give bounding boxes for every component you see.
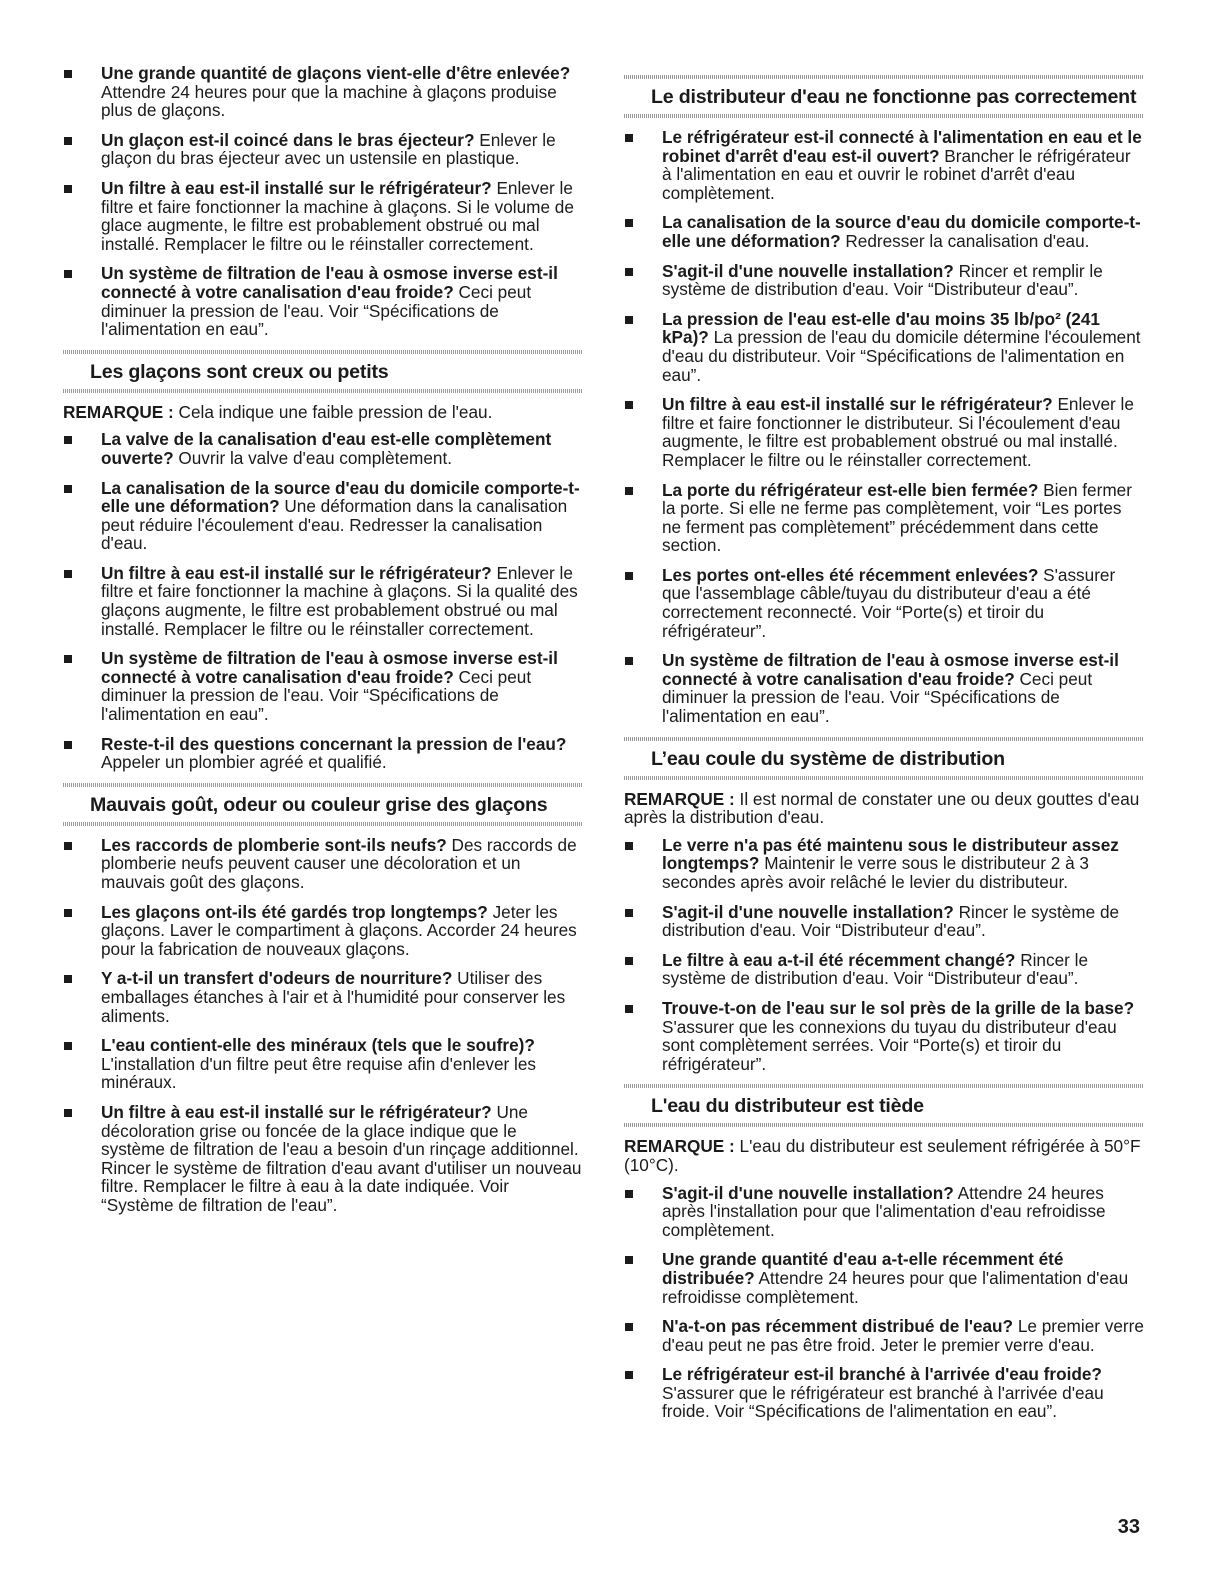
troubleshooting-item <box>63 264 583 338</box>
item-answer: Ceci peut diminuer la pression de l'eau. Voir “Spécifications de l'alimentation en eau”. <box>101 281 532 340</box>
item-question: Un filtre à eau est-il installé sur le réfrigérateur? <box>101 177 492 198</box>
item-question: Un filtre à eau est-il installé sur le réfrigérateur? <box>101 562 492 583</box>
right-column <box>624 64 1144 1432</box>
item-answer: Des raccords de plomberie neufs peuvent causer une décoloration et un mauvais goût des glaçons. <box>101 834 577 892</box>
troubleshooting-item <box>63 564 583 638</box>
troubleshooting-item <box>624 1317 1144 1354</box>
item-answer: Le premier verre d'eau peut ne pas être froid. Jeter le premier verre d'eau. <box>662 1316 1144 1355</box>
troubleshooting-item <box>624 951 1144 988</box>
item-answer: La pression de l'eau du domicile détermine l'écoulement d'eau du distributeur. Voir “Spécifications de l'alimentation en eau”. <box>662 327 1141 385</box>
item-question: Le réfrigérateur est-il branché à l'arrivée d'eau froide? <box>662 1364 1102 1385</box>
section <box>624 1084 1144 1421</box>
section <box>63 350 583 772</box>
item-question: S'agit-il d'une nouvelle installation? <box>662 901 954 922</box>
section-rule-bottom <box>624 776 1144 780</box>
section-rule-bottom <box>63 389 583 393</box>
item-question: Un filtre à eau est-il installé sur le réfrigérateur? <box>101 1101 492 1122</box>
item-question: Trouve-t-on de l'eau sur le sol près de la grille de la base? <box>662 997 1135 1018</box>
troubleshooting-item <box>624 1365 1144 1421</box>
item-question: La canalisation de la source d'eau du domicile comporte-t-elle une déformation? <box>101 477 580 517</box>
item-question: Le verre n'a pas été maintenu sous le distributeur assez longtemps? <box>662 834 1119 874</box>
item-answer: Maintenir le verre sous le distributeur 2 à 3 secondes après avoir relâché le levier du distributeur. <box>662 853 1089 892</box>
remarque-text: Il est normal de constater une ou deux gouttes d'eau après la distribution d'eau. <box>624 788 1140 828</box>
item-answer: L'installation d'un filtre peut être requise afin d'enlever les minéraux. <box>101 1053 537 1093</box>
item-answer: Enlever le filtre et faire fonctionner la machine à glaçons. Si le volume de glace augmente, le filtre est probablement obstrué ou mal installé. Remplacer le filtre ou le réinstaller correctement. <box>101 177 574 254</box>
item-question: Le filtre à eau a-t-il été récemment changé? <box>662 949 1016 970</box>
item-question: Les portes ont-elles été récemment enlevées? <box>662 564 1039 585</box>
item-question: S'agit-il d'une nouvelle installation? <box>662 260 954 281</box>
remarque-label: REMARQUE : <box>63 401 174 422</box>
troubleshooting-item <box>63 479 583 553</box>
troubleshooting-item <box>63 430 583 467</box>
troubleshooting-item <box>63 969 583 1025</box>
section-title: Le distributeur d'eau ne fonctionne pas correctement <box>651 86 1137 108</box>
remarque-note <box>624 1137 1144 1174</box>
item-answer: Enlever le filtre et faire fonctionner le distributeur. Si l'écoulement d'eau augmente, le filtre est probablement obstrué ou mal installé. Remplacer le filtre ou le réinstaller correctement. <box>662 394 1134 470</box>
item-question: Un système de filtration de l'eau à osmose inverse est-il connecté à votre canalisation d'eau froide? <box>101 648 558 687</box>
section-header <box>624 75 1144 118</box>
section-rule-bottom <box>63 822 583 826</box>
item-question: S'agit-il d'une nouvelle installation? <box>662 1182 954 1203</box>
item-question: Un système de filtration de l'eau à osmose inverse est-il connecté à votre canalisation d'eau froide? <box>101 263 558 302</box>
remarque-note <box>624 790 1144 827</box>
item-question: La valve de la canalisation d'eau est-elle complètement ouverte? <box>101 429 552 468</box>
item-answer: Attendre 24 heures après l'installation pour que l'alimentation d'eau refroidisse complètement. <box>662 1182 1106 1240</box>
section <box>63 783 583 1215</box>
section-title: Mauvais goût, odeur ou couleur grise des glaçons <box>90 793 548 816</box>
item-answer: Ceci peut diminuer la pression de l'eau. Voir “Spécifications de l'alimentation en eau”. <box>101 666 532 725</box>
left-column <box>63 64 583 1226</box>
troubleshooting-item <box>624 310 1144 384</box>
troubleshooting-item <box>63 903 583 959</box>
item-answer: Utiliser des emballages étanches à l'air et à l'humidité pour conserver les aliments. <box>101 968 566 1026</box>
item-answer: Une décoloration grise ou foncée de la glace indique que le système de filtration de l'eau a besoin d'un rinçage additionnel. Rincer le système de filtration d'eau avant d'utiliser un nouveau filtre. Remplacer le filtre à eau à la date indiquée. Voir “Système de filtration de l'eau”. <box>101 1101 582 1215</box>
troubleshooting-item <box>624 1250 1144 1306</box>
item-answer: Rincer le système de distribution d'eau. Voir “Distributeur d'eau”. <box>662 949 1089 989</box>
section-header <box>63 783 583 826</box>
troubleshooting-item <box>63 1036 583 1092</box>
troubleshooting-item <box>63 64 583 120</box>
item-question: L'eau contient-elle des minéraux (tels que le soufre)? <box>101 1035 535 1056</box>
troubleshooting-item <box>63 179 583 253</box>
troubleshooting-item <box>624 566 1144 640</box>
troubleshooting-item <box>63 735 583 772</box>
section <box>624 737 1144 1074</box>
item-answer: Redresser la canalisation d'eau. <box>845 230 1090 251</box>
troubleshooting-item <box>624 128 1144 202</box>
item-question: Les raccords de plomberie sont-ils neufs? <box>101 834 447 855</box>
item-answer: S'assurer que les connexions du tuyau du distributeur d'eau sont complètement serrées. Voir “Porte(s) et tiroir du réfrigérateur”. <box>662 1016 1117 1074</box>
troubleshooting-item <box>624 213 1144 250</box>
section-rule-bottom <box>624 114 1144 118</box>
item-question: Un filtre à eau est-il installé sur le réfrigérateur? <box>662 394 1053 415</box>
section-rule-bottom <box>624 1123 1144 1127</box>
remarque-text: L'eau du distributeur est seulement réfrigérée à 50°F (10°C). <box>624 1136 1141 1175</box>
section-header <box>63 350 583 393</box>
troubleshooting-item <box>624 262 1144 299</box>
item-answer: Une déformation dans la canalisation peut réduire l'écoulement d'eau. Redresser la canalisation d'eau. <box>101 496 568 554</box>
troubleshooting-item <box>624 481 1144 555</box>
item-answer: Jeter les glaçons. Laver le compartiment à glaçons. Accorder 24 heures pour la fabrication de nouveaux glaçons. <box>101 901 577 959</box>
troubleshooting-item <box>63 649 583 723</box>
remarque-text: Cela indique une faible pression de l'eau. <box>178 401 493 422</box>
item-answer: Attendre 24 heures pour que la machine à glaçons produise plus de glaçons. <box>101 81 557 121</box>
section-title: L'eau du distributeur est tiède <box>651 1095 924 1118</box>
item-answer: Rincer le système de distribution d'eau. Voir “Distributeur d'eau”. <box>662 901 1120 941</box>
item-question: La pression de l'eau est-elle d'au moins 35 lb/po² (241 kPa)? <box>662 308 1100 348</box>
troubleshooting-item <box>63 1103 583 1215</box>
item-answer: S'assurer que le réfrigérateur est branché à l'arrivée d'eau froide. Voir “Spécifications de l'alimentation en eau”. <box>662 1382 1104 1422</box>
item-answer: Enlever le glaçon du bras éjecteur avec un ustensile en plastique. <box>101 129 556 169</box>
item-question: Un système de filtration de l'eau à osmose inverse est-il connecté à votre canalisation d'eau froide? <box>662 650 1119 689</box>
item-question: Une grande quantité d'eau a-t-elle récemment été distribuée? <box>662 1249 1064 1288</box>
item-answer: Appeler un plombier agréé et qualifié. <box>101 752 387 773</box>
troubleshooting-item <box>624 999 1144 1073</box>
item-answer: Ceci peut diminuer la pression de l'eau. Voir “Spécifications de l'alimentation en eau”. <box>662 668 1093 727</box>
item-answer: S'assurer que l'assemblage câble/tuyau du distributeur d'eau a été correctement reconnecté. Voir “Porte(s) et tiroir du réfrigérateur”. <box>662 564 1116 641</box>
section-title: Les glaçons sont creux ou petits <box>90 360 389 383</box>
troubleshooting-item <box>63 131 583 168</box>
troubleshooting-item <box>624 395 1144 469</box>
item-answer: Brancher le réfrigérateur à l'alimentation en eau et ouvrir le robinet d'arrêt d'eau complètement. <box>662 145 1131 203</box>
remarque-label: REMARQUE : <box>624 788 735 809</box>
troubleshooting-item <box>624 903 1144 940</box>
item-answer: Ouvrir la valve d'eau complètement. <box>178 447 453 468</box>
troubleshooting-item <box>63 836 583 892</box>
item-answer: Bien fermer la porte. Si elle ne ferme pas complètement, voir “Les portes ne ferment pas complètement” précédemment dans cette section. <box>662 479 1132 556</box>
section-header <box>624 1084 1144 1127</box>
troubleshooting-item <box>624 1184 1144 1240</box>
item-question: Un glaçon est-il coincé dans le bras éjecteur? <box>101 129 475 150</box>
item-question: La canalisation de la source d'eau du domicile comporte-t-elle une déformation? <box>662 212 1141 251</box>
item-question: Les glaçons ont-ils été gardés trop longtemps? <box>101 901 488 922</box>
item-answer: Rincer et remplir le système de distribution d'eau. Voir “Distributeur d'eau”. <box>662 260 1103 300</box>
section-header <box>624 737 1144 780</box>
item-question: Reste-t-il des questions concernant la pression de l'eau? <box>101 733 567 754</box>
remarque-label: REMARQUE : <box>624 1136 735 1157</box>
page-number: 33 <box>1117 1516 1140 1538</box>
troubleshooting-item <box>624 651 1144 725</box>
troubleshooting-item <box>624 836 1144 892</box>
section-title: L’eau coule du système de distribution <box>651 747 1005 770</box>
section <box>624 75 1144 726</box>
item-question: Le réfrigérateur est-il connecté à l'alimentation en eau et le robinet d'arrêt d'eau est-il ouvert? <box>662 127 1142 166</box>
item-question: Une grande quantité de glaçons vient-elle d'être enlevée? <box>101 63 571 83</box>
item-question: Y a-t-il un transfert d'odeurs de nourriture? <box>101 968 453 989</box>
item-question: La porte du réfrigérateur est-elle bien fermée? <box>662 479 1039 500</box>
item-answer: Attendre 24 heures pour que l'alimentation d'eau refroidisse complètement. <box>662 1267 1129 1307</box>
item-question: N'a-t-on pas récemment distribué de l'eau? <box>662 1316 1014 1337</box>
item-answer: Enlever le filtre et faire fonctionner la machine à glaçons. Si la qualité des glaçons augmente, le filtre est probablement obstrué ou mal installé. Remplacer le filtre ou le réinstaller correctement. <box>101 562 578 639</box>
remarque-note <box>63 403 583 422</box>
